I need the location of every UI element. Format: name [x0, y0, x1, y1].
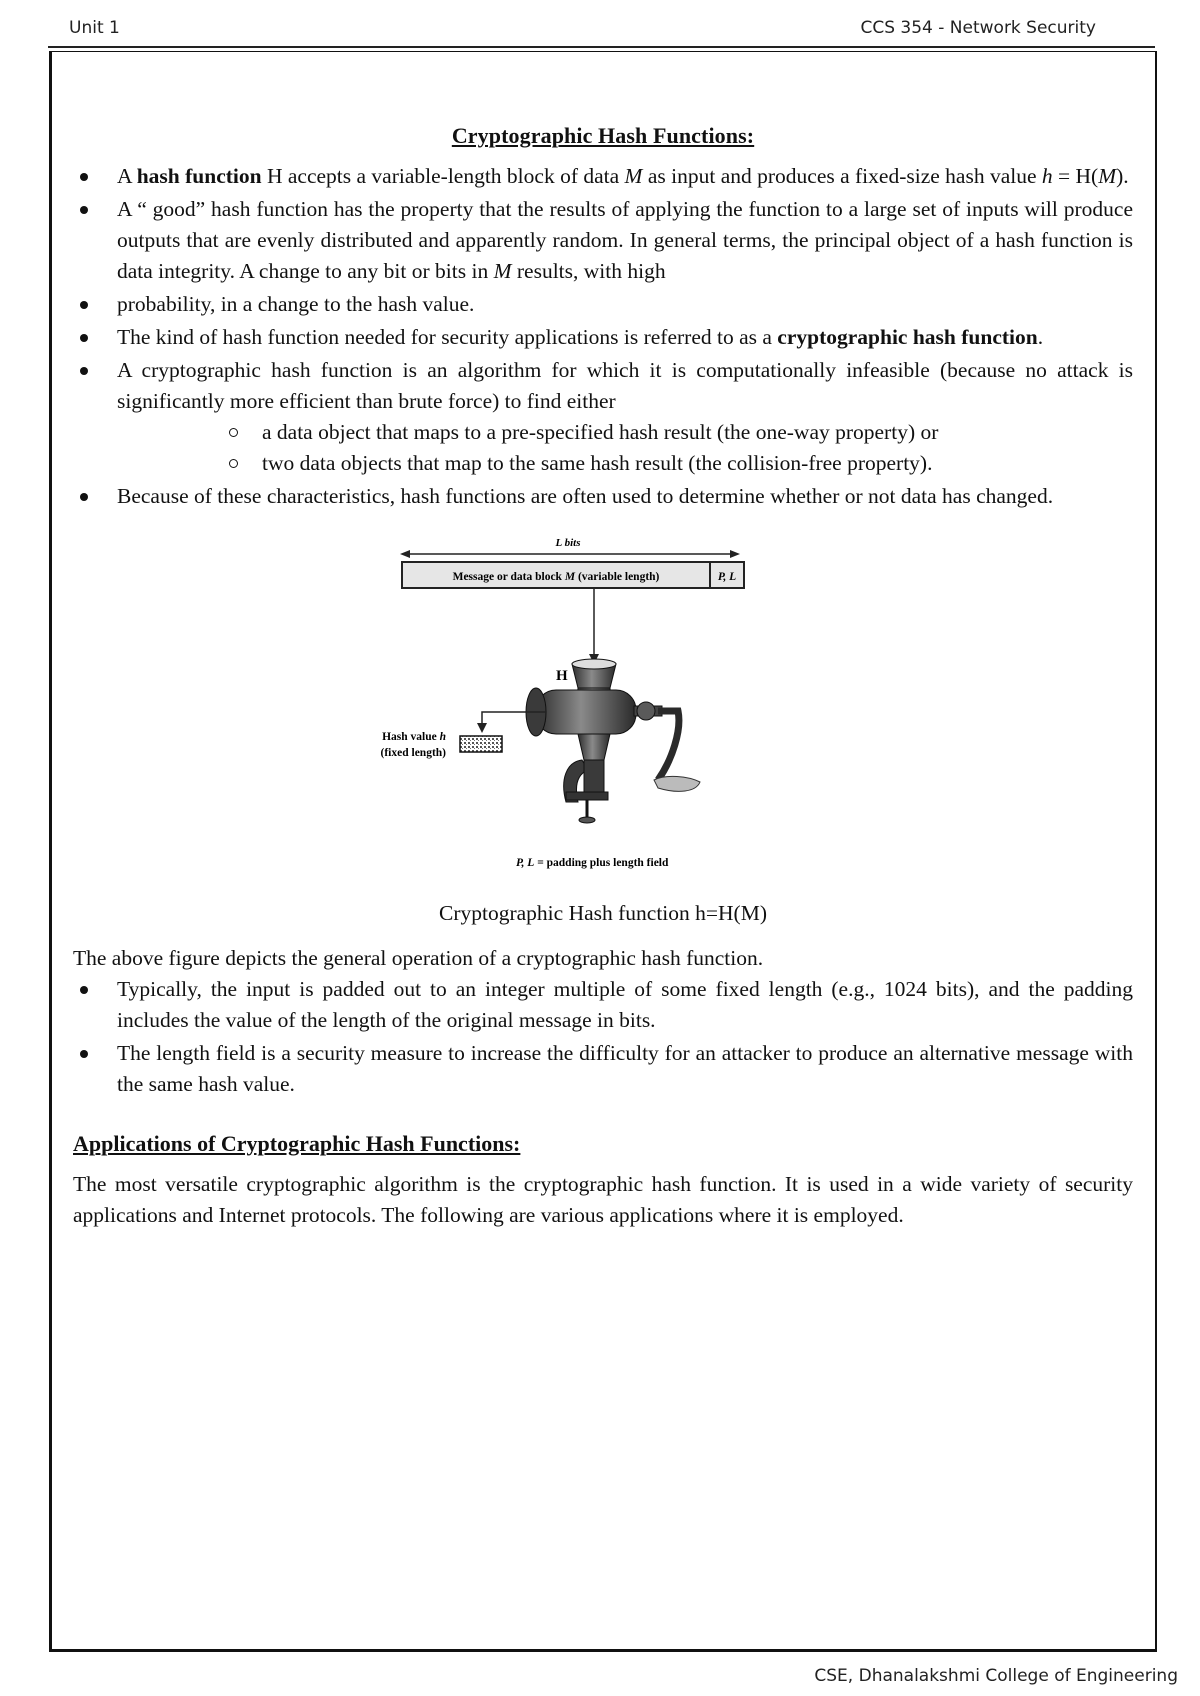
math-var: h: [1041, 164, 1053, 188]
page-content: [73, 120, 1133, 1231]
bullet-cryptographic-hash: [73, 322, 1133, 353]
figure-description: The above figure depicts the general operation of a cryptographic hash function.: [73, 946, 764, 970]
text-span: as input and produces a fixed-size hash value: [642, 164, 1042, 188]
lbits-label: L bits: [555, 537, 581, 549]
bullet-padding: Typically, the input is padded out to an integer multiple of some fixed length (e.g., 1024 bits), and the padding includes the value of the length of the original message in bits.: [73, 974, 1133, 1036]
section-title-applications: Applications of Cryptographic Hash Functions:: [73, 1131, 521, 1156]
bullet-list-padding: [73, 974, 1133, 1100]
pl-label: P, L: [717, 571, 737, 583]
figure-footnote: P, L = padding plus length field: [516, 857, 669, 869]
bullet-length-field: The length field is a security measure to increase the difficulty for an attacker to produce an alternative message with the same hash value.: [73, 1038, 1133, 1100]
text-span: The kind of hash function needed for security applications is referred to as a: [117, 325, 778, 349]
bold-term: hash function: [136, 164, 262, 188]
fixed-length-label: (fixed length): [380, 747, 446, 759]
math-var: M: [493, 259, 512, 283]
sub-item-collision-free: two data objects that map to the same hash result (the collision-free property).: [117, 448, 1133, 479]
text-span: A: [117, 164, 137, 188]
meat-grinder-diagram: [380, 530, 816, 890]
hash-function-figure: [73, 530, 1133, 890]
header-unit: Unit 1: [69, 18, 120, 38]
bullet-infeasible: [73, 355, 1133, 479]
math-var: M: [1098, 164, 1117, 188]
bullet-list-definitions: [73, 161, 1133, 512]
figure-caption: Cryptographic Hash function h=H(M): [439, 901, 767, 925]
text-span: = H(: [1052, 164, 1099, 188]
text-span: A cryptographic hash function is an algorithm for which it is computationally infeasible (because no attack is significantly more efficient than brute force) to find either: [117, 358, 1133, 413]
bullet-characteristics: Because of these characteristics, hash functions are often used to determine whether or not data has changed.: [73, 481, 1133, 512]
bullet-hash-function-definition: [73, 161, 1133, 192]
footer-college: CSE, Dhanalakshmi College of Engineering: [814, 1666, 1178, 1686]
text-span: ).: [1116, 164, 1129, 188]
text-span: .: [1037, 325, 1044, 349]
message-label: Message or data block M (variable length): [452, 571, 660, 583]
hash-value-label: Hash value h: [382, 731, 446, 743]
text-span: A “ good” hash function has the property that the results of applying the function to a large set of inputs will produce outputs that are evenly distributed and apparently random. In general terms, the principal object of a hash function is data integrity. A change to any bit or bits in: [117, 197, 1133, 283]
applications-paragraph: The most versatile cryptographic algorithm is the cryptographic hash function. It is used in a wide variety of security applications and Internet protocols. The following are various applications where it is employed.: [73, 1172, 1133, 1227]
bullet-probability: probability, in a change to the hash value.: [73, 289, 1133, 320]
hash-value-box: [460, 736, 502, 752]
header-divider: [48, 46, 1155, 48]
h-label: H: [556, 668, 568, 684]
sub-item-one-way: a data object that maps to a pre-specified hash result (the one-way property) or: [117, 417, 1133, 448]
text-span: results, with high: [511, 259, 666, 283]
bullet-good-hash-function: [73, 194, 1133, 287]
text-span: H accepts a variable-length block of data: [261, 164, 625, 188]
header-course: CCS 354 - Network Security: [860, 18, 1096, 38]
sub-list-properties: [117, 417, 1133, 479]
bold-term: cryptographic hash function: [777, 325, 1038, 349]
grinder-icon: [526, 659, 700, 823]
section-title-hash-functions: Cryptographic Hash Functions:: [451, 123, 755, 148]
math-var: M: [624, 164, 643, 188]
